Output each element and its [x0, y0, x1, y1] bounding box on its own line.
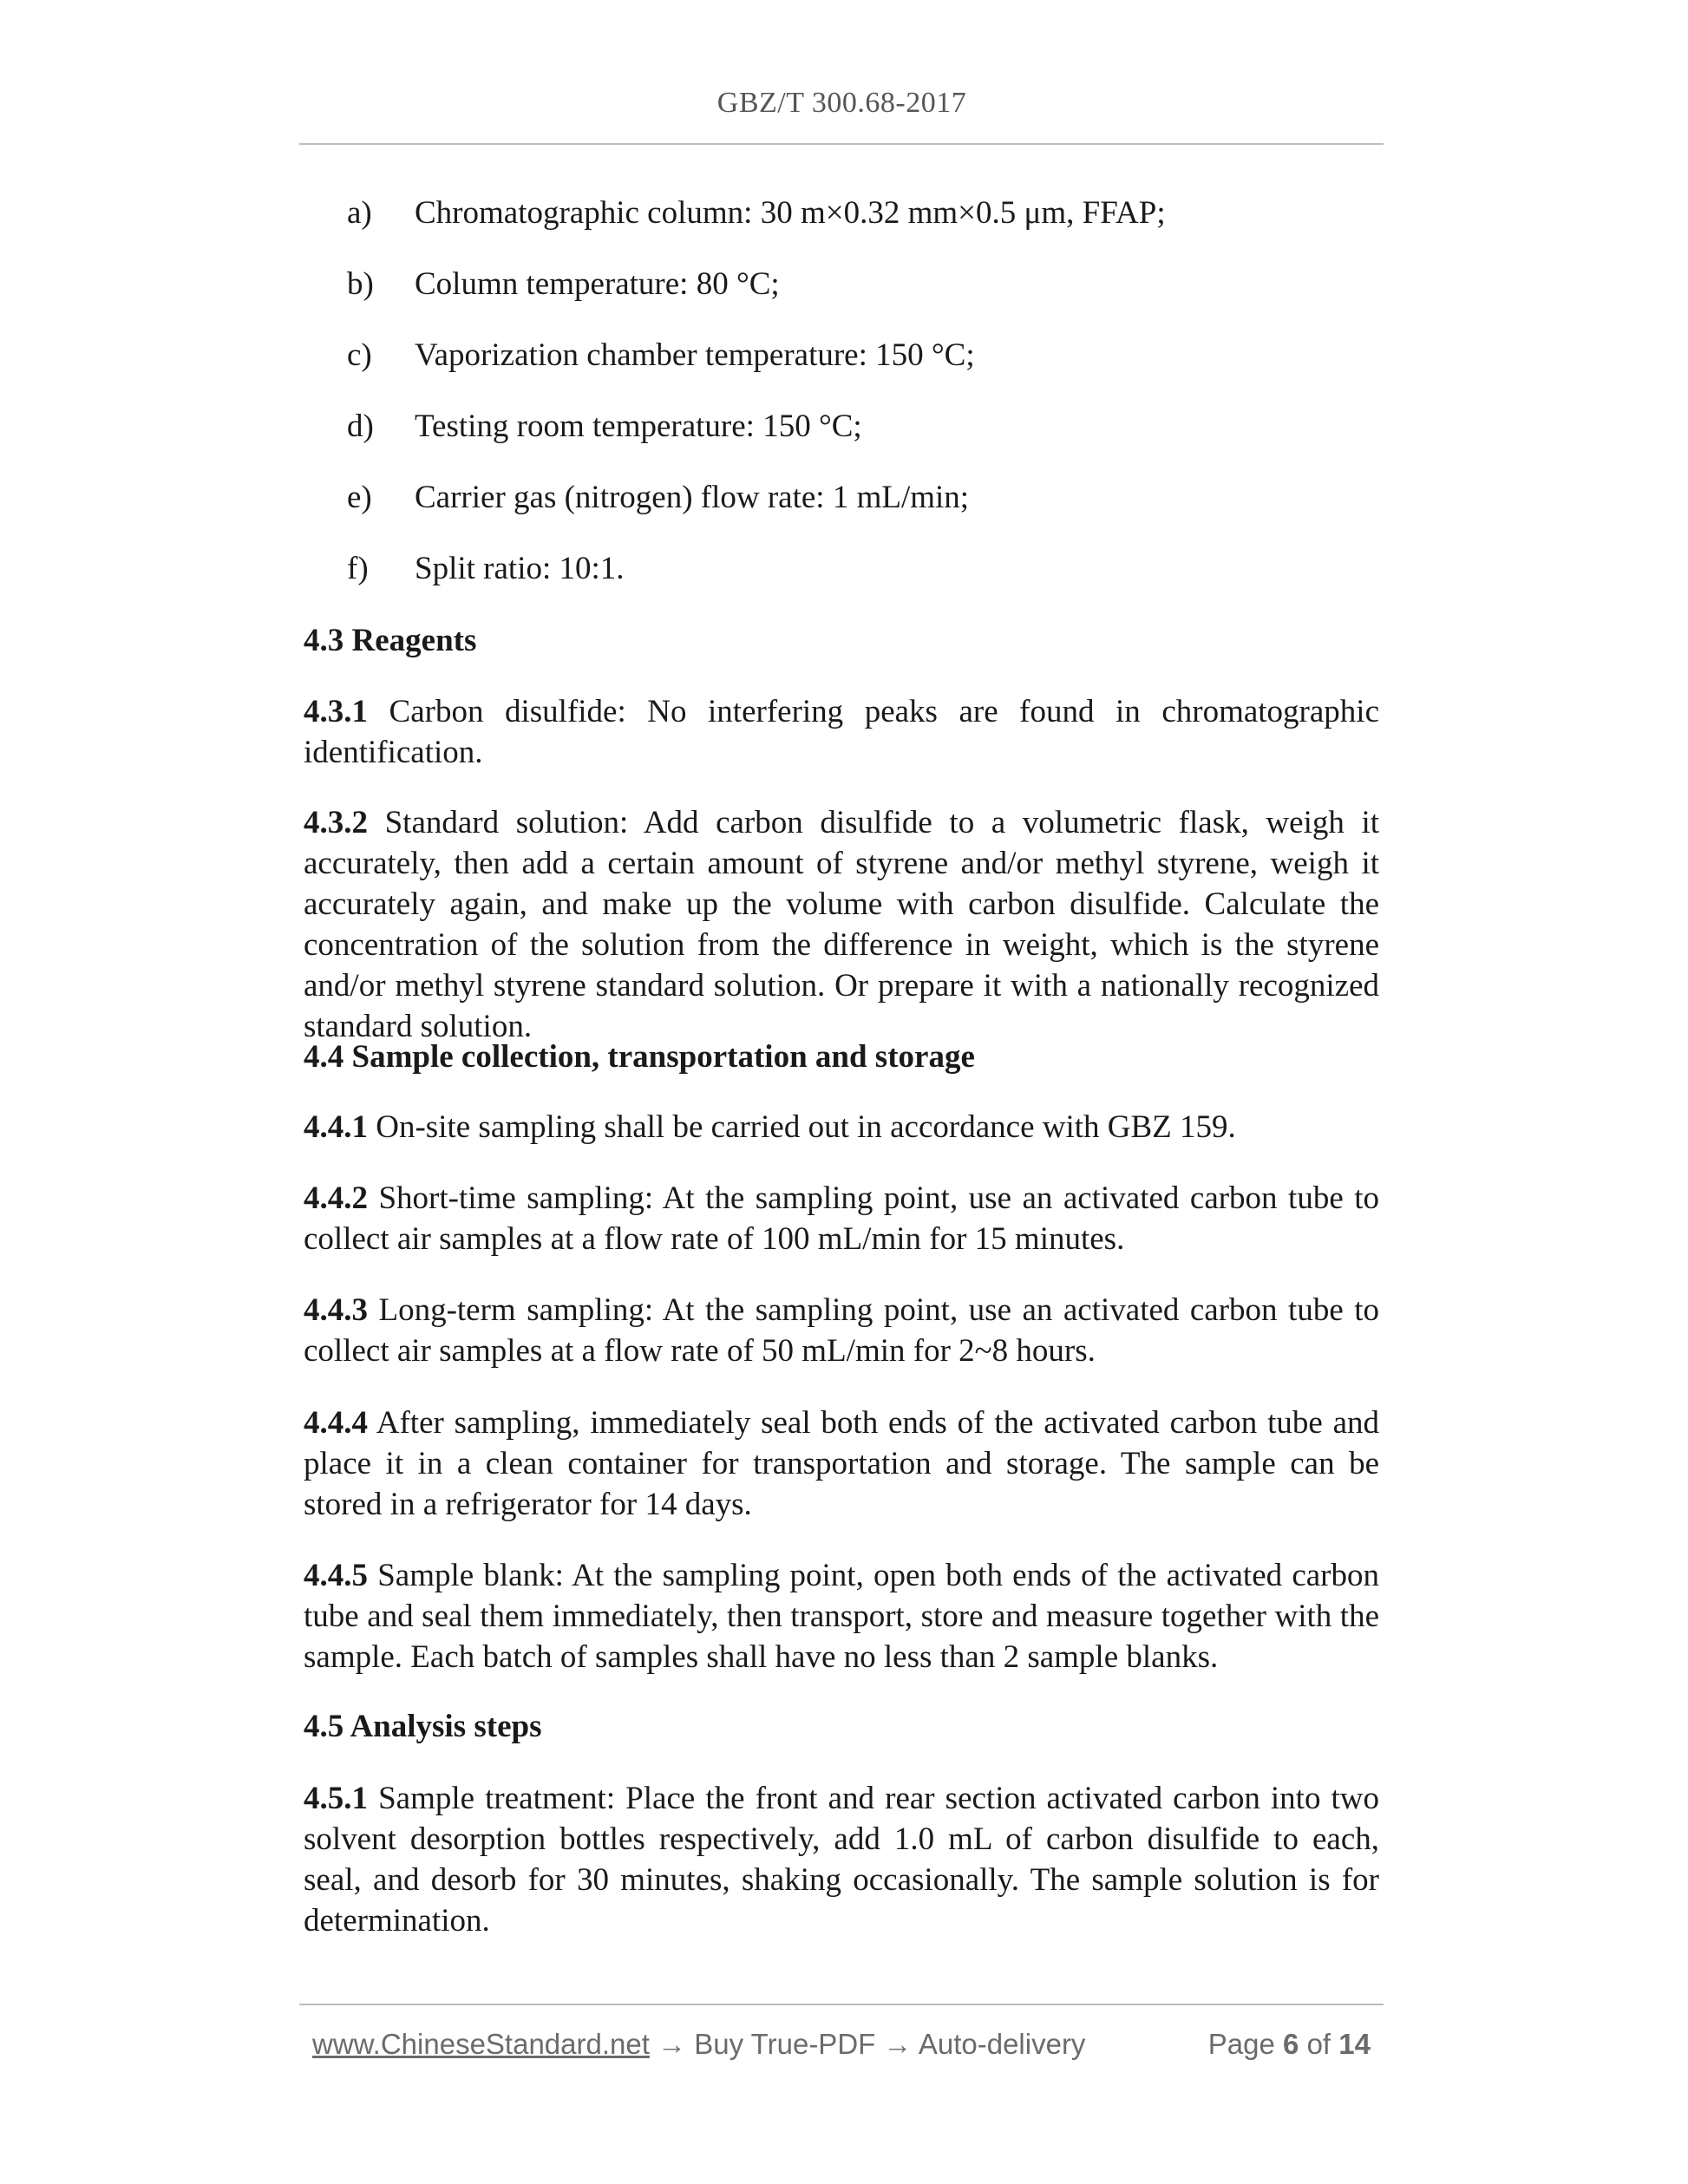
clause-4-3-2 — [304, 802, 1379, 1047]
section-heading-4-4: 4.4 Sample collection, transportation and storage — [304, 1039, 975, 1075]
page-label: Page — [1207, 2028, 1275, 2060]
clause-4-4-5 — [304, 1555, 1379, 1677]
list-marker: b) — [347, 266, 374, 302]
clause-number: 4.3.2 — [304, 805, 368, 840]
clause-4-5-1 — [304, 1778, 1379, 1941]
arrow-right-icon: → — [658, 2028, 687, 2060]
list-item-text: Carrier gas (nitrogen) flow rate: 1 mL/min; — [415, 480, 970, 515]
list-marker: a) — [347, 195, 372, 231]
clause-4-4-4 — [304, 1403, 1379, 1525]
clause-text: Short-time sampling: At the sampling point, use an activated carbon tube to collect air samples at a flow rate of 100 mL/min for 15 minutes. — [304, 1180, 1379, 1257]
list-item-text: Chromatographic column: 30 m×0.32 mm×0.5 μm, FFAP; — [415, 195, 1166, 231]
clause-text: On-site sampling shall be carried out in accordance with GBZ 159. — [376, 1109, 1236, 1145]
clause-number: 4.4.3 — [304, 1292, 368, 1328]
website-link[interactable]: www.ChineseStandard.net — [312, 2028, 650, 2060]
clause-text: Sample blank: At the sampling point, open both ends of the activated carbon tube and seal them immediately, then transport, store and measure together with the sample. Each batch of samples shall have no less than 2 sample blanks. — [304, 1558, 1380, 1675]
clause-4-4-1 — [304, 1107, 1379, 1148]
clause-4-4-2 — [304, 1178, 1379, 1259]
clause-number: 4.4.2 — [304, 1180, 368, 1216]
clause-text: Standard solution: Add carbon disulfide to a volumetric flask, weigh it accurately, then add a certain amount of styrene and/or methyl styrene, weigh it accurately again, and make up the volume with carbon disulfide. Calculate the concentration of the solution from the difference in weight, which is the styrene and/or methyl styrene standard solution. Or prepare it with a nationally recognized standard solution. — [304, 805, 1379, 1044]
clause-number: 4.4.5 — [304, 1558, 368, 1593]
list-item — [347, 477, 1379, 518]
clause-text: After sampling, immediately seal both ends of the activated carbon tube and place it in a clean container for transportation and storage. The sample can be stored in a refrigerator for 14 days. — [304, 1405, 1379, 1522]
list-item — [347, 406, 1379, 447]
list-item — [347, 193, 1379, 233]
list-item-text: Vaporization chamber temperature: 150 °C; — [415, 337, 975, 373]
section-heading-4-3: 4.3 Reagents — [304, 623, 477, 658]
clause-text: Carbon disulfide: No interfering peaks are found in chromatographic identification. — [304, 694, 1380, 770]
list-item — [347, 264, 1379, 304]
clause-number: 4.5.1 — [304, 1781, 368, 1816]
clause-4-3-1 — [304, 691, 1379, 773]
buy-text: Buy True-PDF — [694, 2028, 876, 2060]
page-footer — [312, 2023, 1371, 2066]
arrow-right-icon: → — [883, 2028, 913, 2060]
list-item-text: Column temperature: 80 °C; — [415, 266, 780, 302]
list-item — [347, 548, 1379, 589]
header-divider — [299, 143, 1384, 145]
list-item — [347, 335, 1379, 376]
delivery-text: Auto-delivery — [918, 2028, 1086, 2060]
list-marker: c) — [347, 337, 372, 373]
clause-number: 4.4.4 — [304, 1405, 368, 1441]
page-total: 14 — [1338, 2028, 1371, 2060]
page-number — [1208, 2023, 1371, 2066]
list-item-text: Testing room temperature: 150 °C; — [415, 409, 862, 444]
page-of-label: of — [1306, 2028, 1331, 2060]
list-item-text: Split ratio: 10:1. — [415, 551, 625, 586]
list-marker: f) — [347, 551, 369, 586]
footer-divider — [299, 2004, 1384, 2005]
page-current: 6 — [1283, 2028, 1299, 2060]
list-marker: d) — [347, 409, 374, 444]
clause-text: Long-term sampling: At the sampling point, use an activated carbon tube to collect air samples at a flow rate of 50 mL/min for 2~8 hours. — [304, 1292, 1380, 1369]
chromatographic-conditions-list — [347, 193, 1379, 619]
section-heading-4-5: 4.5 Analysis steps — [304, 1709, 542, 1744]
clause-number: 4.3.1 — [304, 694, 368, 729]
clause-number: 4.4.1 — [304, 1109, 368, 1145]
clause-text: Sample treatment: Place the front and rear section activated carbon into two solvent desorption bottles respectively, add 1.0 mL of carbon disulfide to each, seal, and desorb for 30 minutes, shaking occasionally. The sample solution is for determination. — [304, 1781, 1380, 1939]
list-marker: e) — [347, 480, 372, 515]
page-header-title: GBZ/T 300.68-2017 — [716, 87, 967, 119]
clause-4-4-3 — [304, 1290, 1379, 1371]
footer-promo — [312, 2023, 1085, 2066]
